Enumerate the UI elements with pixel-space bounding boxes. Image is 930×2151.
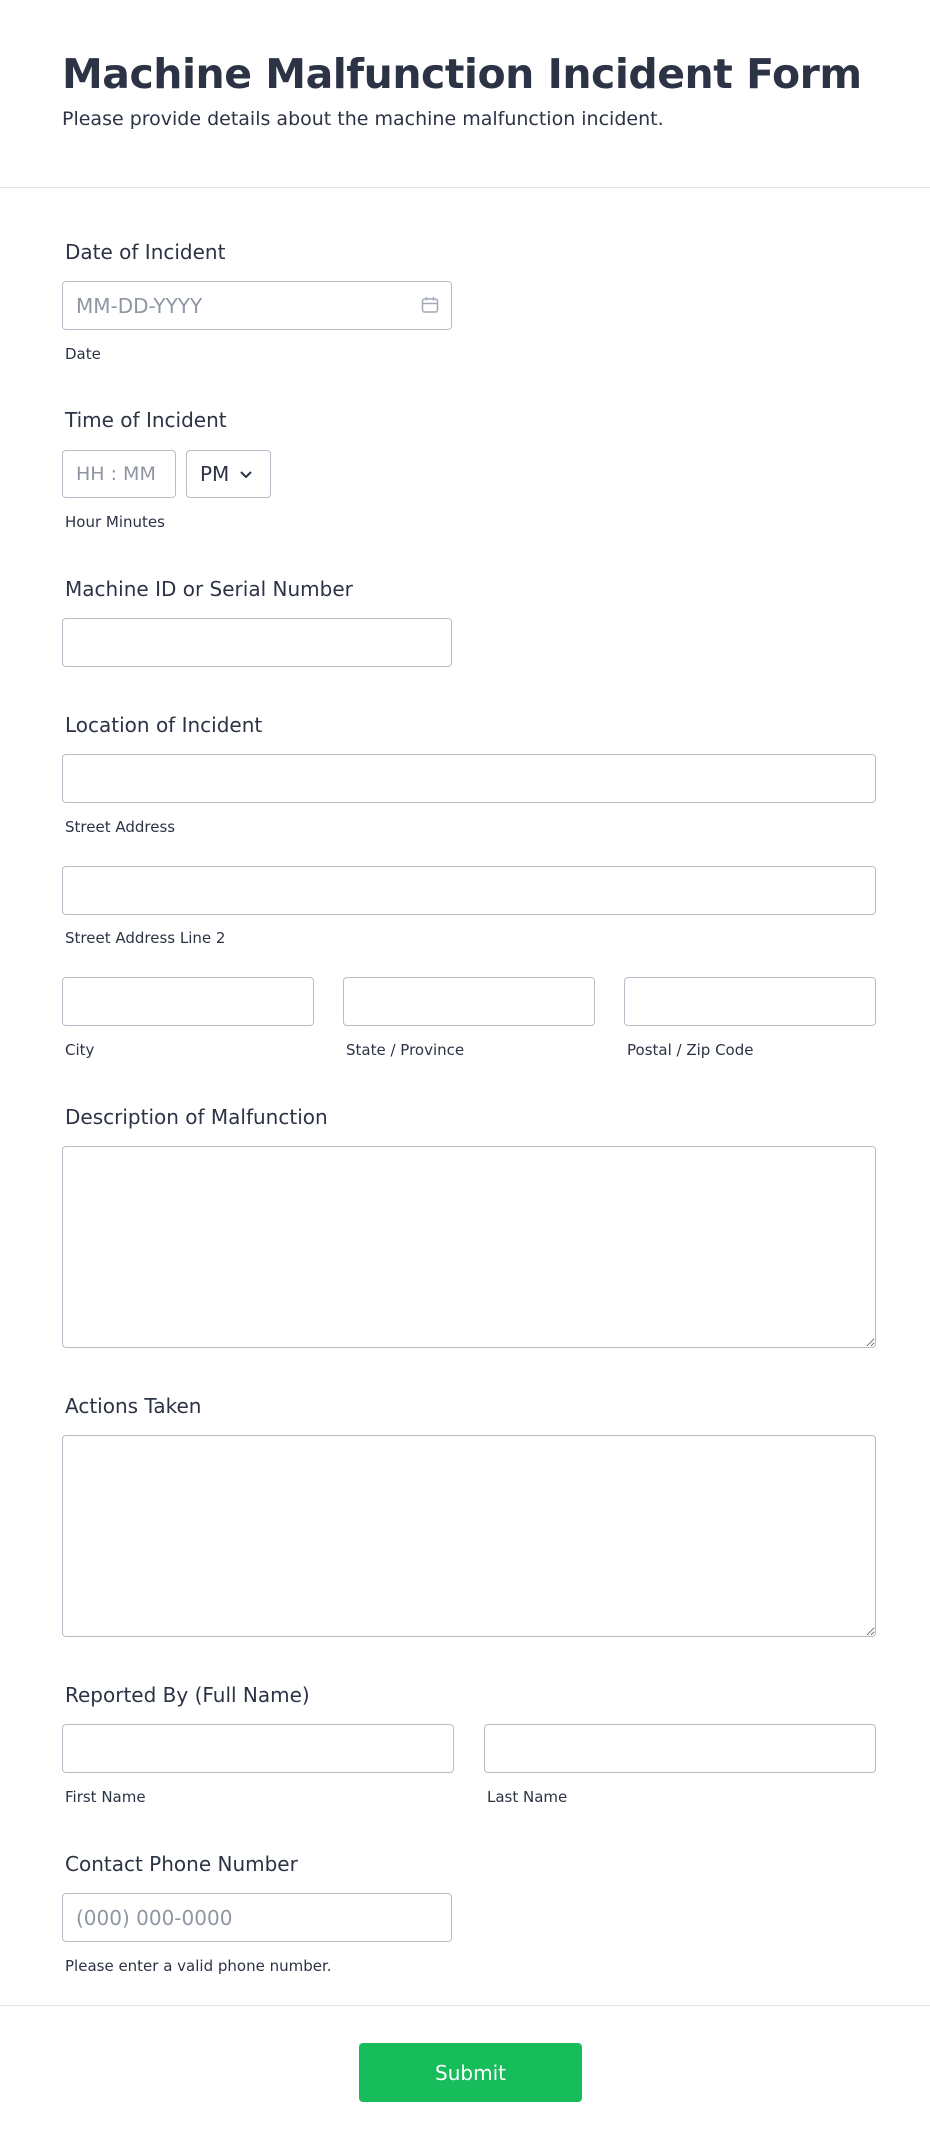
street-address-input[interactable] bbox=[62, 754, 876, 803]
form-header bbox=[0, 0, 930, 188]
date-field-wrapper bbox=[62, 281, 452, 330]
zip-sublabel: Postal / Zip Code bbox=[627, 1041, 754, 1059]
phone-sublabel: Please enter a valid phone number. bbox=[65, 1957, 332, 1975]
state-input[interactable] bbox=[343, 977, 595, 1026]
first-name-sublabel: First Name bbox=[65, 1788, 146, 1806]
time-input[interactable] bbox=[62, 450, 176, 498]
footer-divider bbox=[0, 2005, 930, 2006]
last-name-sublabel: Last Name bbox=[487, 1788, 568, 1806]
street-address-line2-sublabel: Street Address Line 2 bbox=[65, 929, 226, 947]
phone-input[interactable] bbox=[62, 1893, 452, 1942]
first-name-input[interactable] bbox=[62, 1724, 454, 1773]
form-subtitle: Please provide details about the machine malfunction incident. bbox=[62, 108, 664, 130]
date-input[interactable] bbox=[62, 281, 452, 330]
reported-by-label: Reported By (Full Name) bbox=[65, 1683, 310, 1707]
date-sublabel: Date bbox=[65, 345, 101, 363]
last-name-input[interactable] bbox=[484, 1724, 876, 1773]
zip-input[interactable] bbox=[624, 977, 876, 1026]
actions-taken-label: Actions Taken bbox=[65, 1394, 202, 1418]
submit-button[interactable]: Submit bbox=[359, 2043, 582, 2102]
machine-id-input[interactable] bbox=[62, 618, 452, 667]
time-label: Time of Incident bbox=[65, 408, 227, 432]
description-textarea[interactable] bbox=[62, 1146, 876, 1348]
city-sublabel: City bbox=[65, 1041, 95, 1059]
street-address-line2-input[interactable] bbox=[62, 866, 876, 915]
machine-id-label: Machine ID or Serial Number bbox=[65, 577, 353, 601]
form-title: Machine Malfunction Incident Form bbox=[62, 50, 862, 98]
chevron-down-icon bbox=[239, 470, 253, 479]
ampm-select[interactable] bbox=[186, 450, 271, 498]
location-label: Location of Incident bbox=[65, 713, 263, 737]
street-address-sublabel: Street Address bbox=[65, 818, 176, 836]
calendar-icon[interactable] bbox=[420, 295, 440, 315]
ampm-value: PM bbox=[200, 462, 230, 486]
phone-label: Contact Phone Number bbox=[65, 1852, 298, 1876]
city-input[interactable] bbox=[62, 977, 314, 1026]
state-sublabel: State / Province bbox=[346, 1041, 465, 1059]
description-label: Description of Malfunction bbox=[65, 1105, 328, 1129]
actions-taken-textarea[interactable] bbox=[62, 1435, 876, 1637]
date-label: Date of Incident bbox=[65, 240, 226, 264]
time-sublabel: Hour Minutes bbox=[65, 513, 165, 531]
